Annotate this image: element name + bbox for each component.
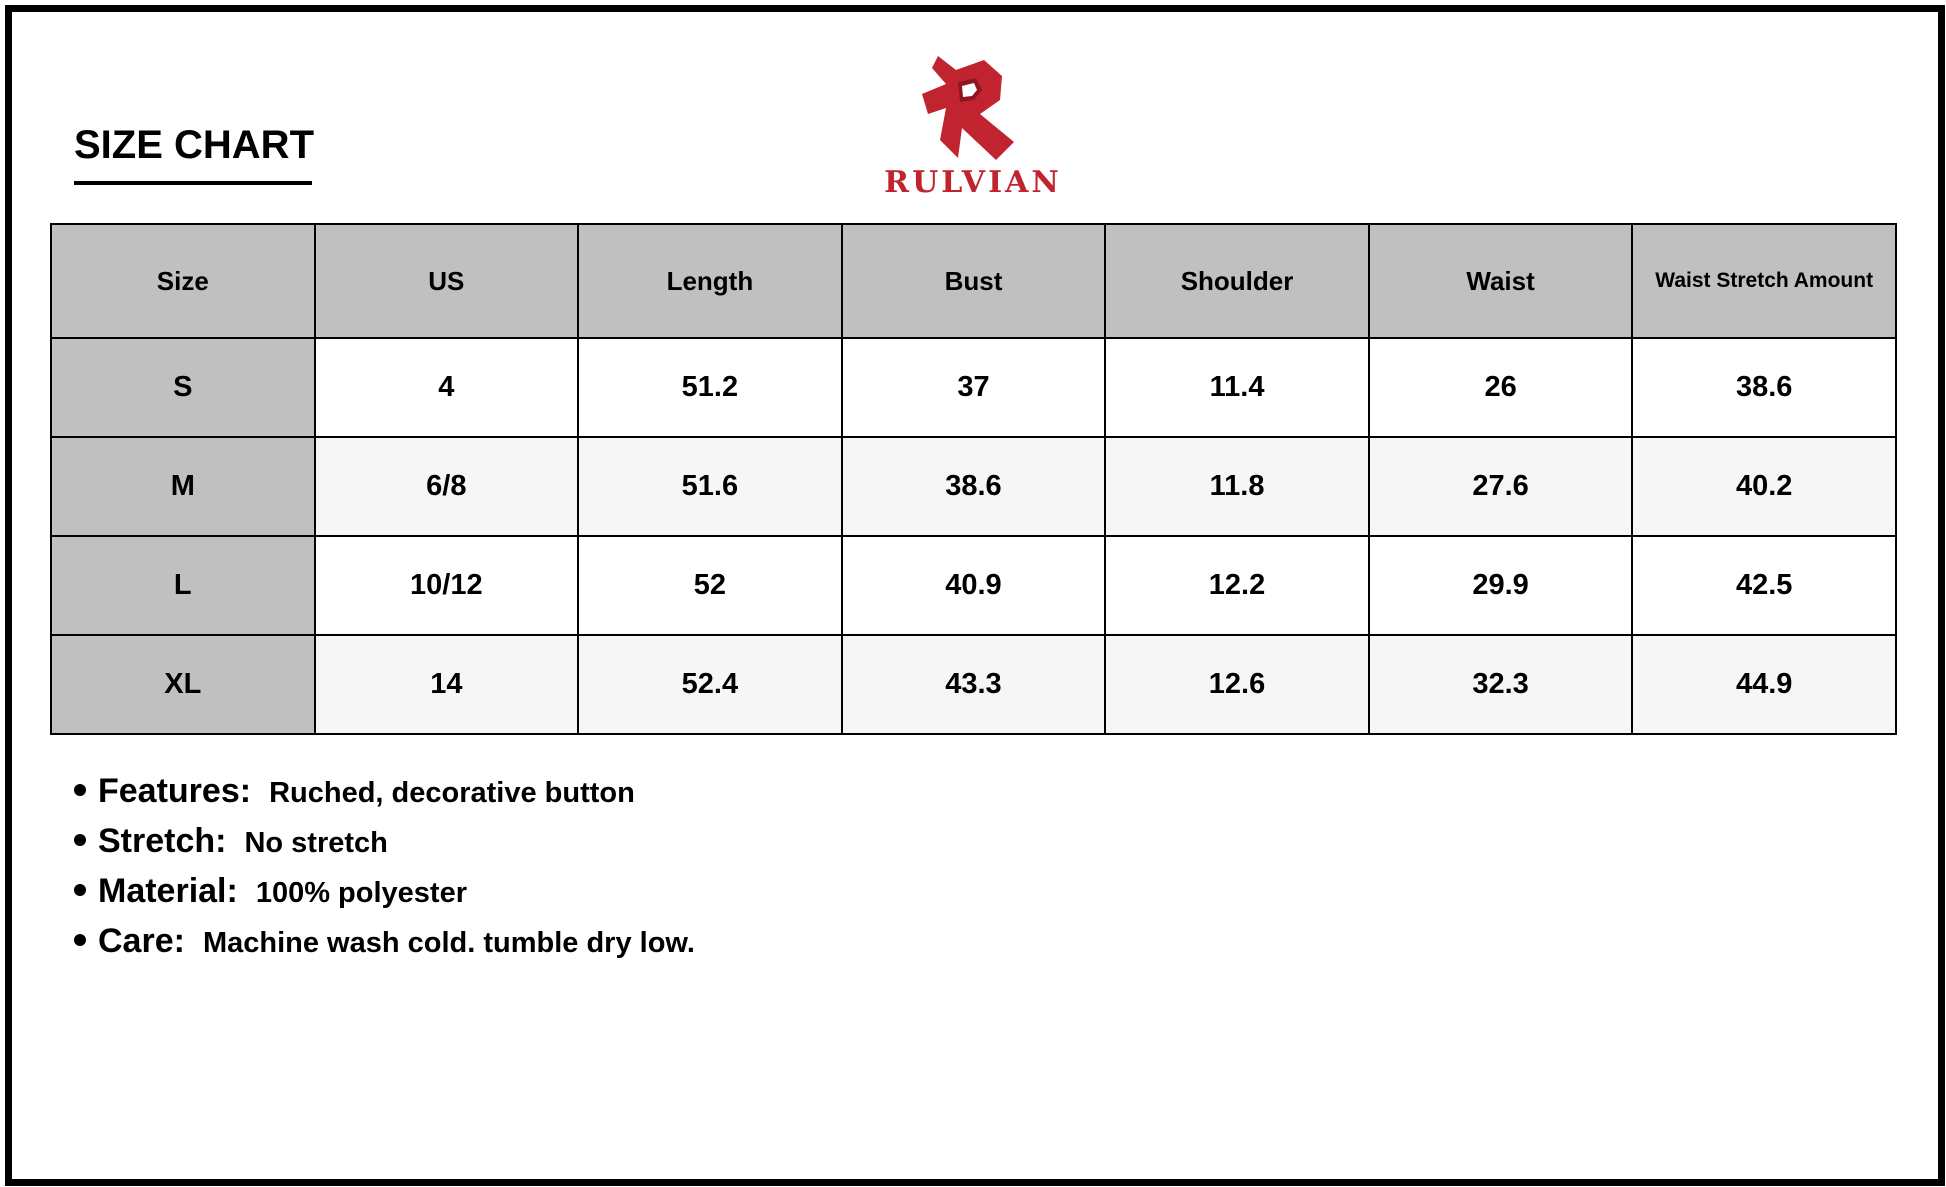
table-cell: 6/8 bbox=[315, 437, 579, 536]
table-cell: 37 bbox=[842, 338, 1106, 437]
feature-label: Features: bbox=[98, 772, 252, 810]
table-row bbox=[51, 437, 1896, 536]
table-cell: 51.2 bbox=[578, 338, 842, 437]
bullet-icon bbox=[74, 784, 86, 796]
list-item bbox=[74, 922, 695, 972]
list-item bbox=[74, 872, 695, 922]
header-length: Length bbox=[578, 224, 842, 338]
table-cell: 26 bbox=[1369, 338, 1633, 437]
table-cell: 44.9 bbox=[1632, 635, 1896, 734]
title-underline bbox=[74, 181, 312, 185]
table-cell: 52 bbox=[578, 536, 842, 635]
table-row bbox=[51, 536, 1896, 635]
header-bust: Bust bbox=[842, 224, 1106, 338]
header-us: US bbox=[315, 224, 579, 338]
header-waist: Waist bbox=[1369, 224, 1633, 338]
bullet-icon bbox=[74, 884, 86, 896]
page-title: SIZE CHART bbox=[74, 123, 314, 167]
table-cell: 11.4 bbox=[1105, 338, 1369, 437]
table-row bbox=[51, 635, 1896, 734]
table-header-row bbox=[51, 224, 1896, 338]
table-cell: 4 bbox=[315, 338, 579, 437]
table-cell: 38.6 bbox=[842, 437, 1106, 536]
table-cell: 42.5 bbox=[1632, 536, 1896, 635]
table-cell: 43.3 bbox=[842, 635, 1106, 734]
table-cell: 29.9 bbox=[1369, 536, 1633, 635]
size-cell: L bbox=[51, 536, 315, 635]
size-cell: M bbox=[51, 437, 315, 536]
table-cell: 10/12 bbox=[315, 536, 579, 635]
list-item bbox=[74, 772, 695, 822]
brand-logo bbox=[873, 52, 1073, 212]
bullet-icon bbox=[74, 834, 86, 846]
feature-label: Material: bbox=[98, 872, 238, 910]
header-shoulder: Shoulder bbox=[1105, 224, 1369, 338]
header-waist-stretch: Waist Stretch Amount bbox=[1632, 224, 1896, 338]
table-cell: 51.6 bbox=[578, 437, 842, 536]
feature-value: No stretch bbox=[244, 827, 388, 859]
list-item bbox=[74, 822, 695, 872]
table-cell: 52.4 bbox=[578, 635, 842, 734]
size-table bbox=[50, 223, 1897, 735]
feature-value: 100% polyester bbox=[255, 877, 467, 909]
table-cell: 11.8 bbox=[1105, 437, 1369, 536]
bullet-icon bbox=[74, 934, 86, 946]
size-cell: S bbox=[51, 338, 315, 437]
feature-label: Stretch: bbox=[98, 822, 227, 860]
table-cell: 40.9 bbox=[842, 536, 1106, 635]
feature-value: Ruched, decorative button bbox=[269, 777, 635, 809]
table-cell: 14 bbox=[315, 635, 579, 734]
feature-label: Care: bbox=[98, 922, 185, 960]
feature-value: Machine wash cold. tumble dry low. bbox=[202, 927, 695, 959]
title-block bbox=[74, 121, 312, 185]
table-cell: 27.6 bbox=[1369, 437, 1633, 536]
table-cell: 40.2 bbox=[1632, 437, 1896, 536]
stylized-r-logo-icon bbox=[918, 52, 1028, 164]
brand-name: RULVIAN bbox=[884, 165, 1062, 200]
size-cell: XL bbox=[51, 635, 315, 734]
feature-list bbox=[74, 772, 695, 972]
table-cell: 12.2 bbox=[1105, 536, 1369, 635]
table-cell: 38.6 bbox=[1632, 338, 1896, 437]
table-cell: 12.6 bbox=[1105, 635, 1369, 734]
table-cell: 32.3 bbox=[1369, 635, 1633, 734]
header-size: Size bbox=[51, 224, 315, 338]
table-row bbox=[51, 338, 1896, 437]
